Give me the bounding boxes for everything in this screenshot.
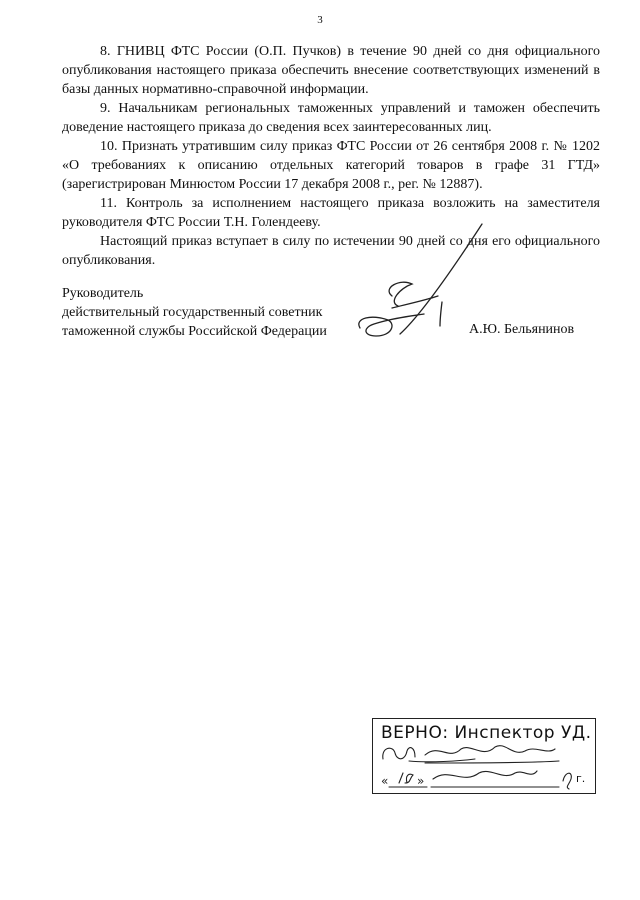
- certification-stamp: [372, 718, 596, 794]
- stamp-title: ВЕРНО: Инспектор УД.: [381, 723, 592, 743]
- stamp-handwriting: [379, 741, 589, 765]
- signatory-rank-2: таможенной службы Российской Федерации: [62, 324, 327, 339]
- stamp-year-suffix: г.: [576, 772, 586, 785]
- paragraph-9: 9. Начальникам региональных таможенных управлений и таможен обеспечить доведение настоящего приказа до сведения всех заинтересованных лиц.: [62, 101, 600, 135]
- signatory-rank-1: действительный государственный советник: [62, 305, 323, 320]
- stamp-date-handwriting: [379, 765, 589, 791]
- signatory-position: Руководитель: [62, 286, 144, 301]
- paragraph-11: 11. Контроль за исполнением настоящего приказа возложить на заместителя руководителя ФТС России Т.Н. Голендееву.: [62, 196, 600, 230]
- page-number: 3: [317, 14, 323, 26]
- signatory-name: А.Ю. Бельянинов: [469, 322, 575, 337]
- paragraph-10: 10. Признать утратившим силу приказ ФТС России от 26 сентября 2008 г. № 1202 «О требованиях к описанию отдельных категорий товаров в графе 31 ГТД» (зарегистрирован Минюстом России 17 декабря 2008 г., рег. № 12887).: [62, 139, 600, 192]
- svg-text:«: «: [381, 774, 389, 788]
- paragraph-8: 8. ГНИВЦ ФТС России (О.П. Пучков) в течение 90 дней со дня официального опубликования настоящего приказа обеспечить внесение соответствующих изменений в базы данных нормативно-справочной информации.: [62, 44, 600, 97]
- paragraph-effective: Настоящий приказ вступает в силу по истечении 90 дней со дня его официального опубликования.: [62, 234, 600, 268]
- svg-text:»: »: [417, 774, 425, 788]
- signatory-title: [62, 284, 327, 341]
